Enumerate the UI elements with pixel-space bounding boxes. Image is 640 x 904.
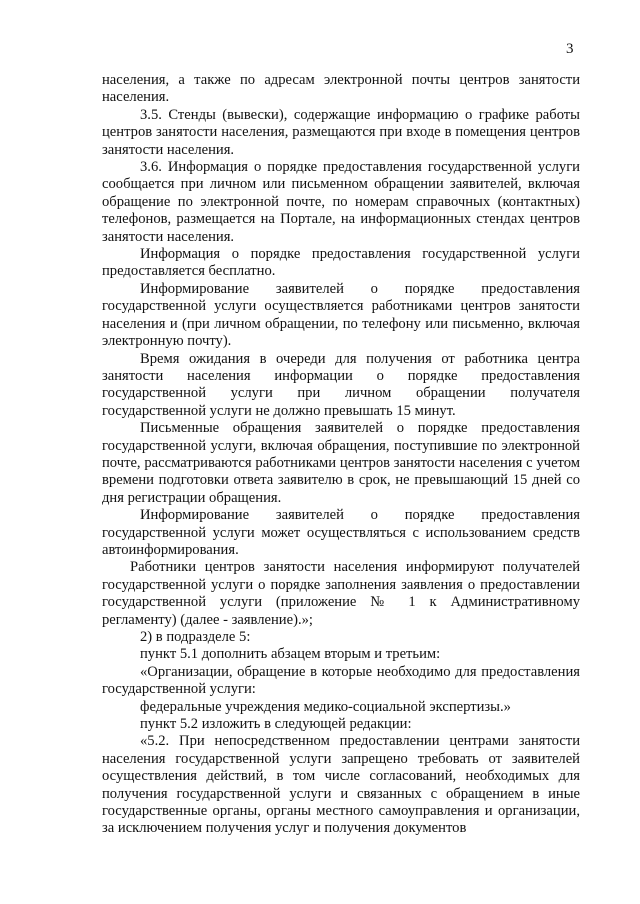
paragraph: «5.2. При непосредственном предоставлении центрами занятости населения государственной услуги запрещено требовать от заявителей осуществления действий, в том числе согласований, необходимых для получения государственной услуги и связанных с обращением в иные государственные органы, органы местного самоуправления и организации, за исключением получения услуг и получения документов: [102, 733, 580, 837]
paragraph: Время ожидания в очереди для получения от работника центра занятости населения информации о порядке предоставления государственной услуги при личном обращении получателя государственной услуги не должно превышать 15 минут.: [102, 350, 580, 419]
paragraph: 3.5. Стенды (вывески), содержащие информацию о графике работы центров занятости населения, размещаются при входе в помещения центров занятости населения.: [102, 106, 580, 158]
paragraph: 2) в подразделе 5:: [140, 629, 251, 645]
page-number: 3: [566, 41, 574, 57]
paragraph: Письменные обращения заявителей о порядке предоставления государственной услуги, включая обращения, поступившие по электронной почте, рассматриваются работниками центров занятости населения с учетом времени подготовки ответа заявителю в срок, не превышающий 15 дней со дня регистрации обращения.: [102, 420, 580, 506]
paragraph: Информирование заявителей о порядке предоставления государственной услуги осуществляется работниками центров занятости населения и (при личном обращении, по телефону или письменно, включая электронную почту).: [102, 280, 580, 350]
paragraph: населения, а также по адресам электронной почты центров занятости населения.: [102, 72, 580, 106]
paragraph: федеральные учреждения медико-социальной экспертизы.»: [140, 698, 511, 715]
document-body: [102, 72, 580, 838]
paragraph: Информирование заявителей о порядке предоставления государственной услуги может осуществляться с использованием средств автоинформирования.: [102, 507, 580, 558]
paragraph: Информация о порядке предоставления государственной услуги предоставляется бесплатно.: [102, 246, 580, 280]
paragraph: пункт 5.2 изложить в следующей редакции:: [140, 716, 412, 733]
paragraph: Работники центров занятости населения информируют получателей государственной услуги о порядке заполнения заявления о предоставлении государственной услуги (приложение № 1 к Административному регламенту) (далее - заявление).»;: [102, 559, 580, 628]
paragraph: «Организации, обращение в которые необходимо для предоставления государственной услуги:: [102, 663, 580, 698]
paragraph: пункт 5.1 дополнить абзацем вторым и третьим:: [140, 646, 441, 663]
paragraph: 3.6. Информация о порядке предоставления государственной услуги сообщается при личном или письменном обращении заявителей, включая обращение по электронной почте, по номерам справочных (контактных) телефонов, размещается на Портале, на информационных стендах центров занятости населения.: [102, 159, 580, 245]
